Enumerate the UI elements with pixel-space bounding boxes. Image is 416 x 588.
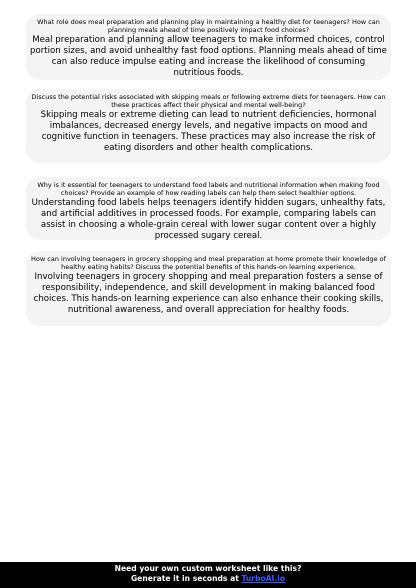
footer-subline-prefix: Generate it in seconds at	[130, 574, 242, 583]
footer-headline: Need your own custom worksheet like this?	[114, 564, 302, 573]
question-text: Why is it essential for teenagers to understand food labels and nutritional information when making food choices? Provide an example of how reading labels can help them select healthier options.	[37, 181, 380, 198]
footer-subline	[0, 574, 416, 584]
question-text: What role does meal preparation and planning play in maintaining a healthy diet for teenagers? How can planning meals ahead of time positively impact food choices?	[37, 18, 380, 35]
qa-card-2	[26, 89, 391, 163]
promo-footer	[0, 562, 416, 588]
answer-text: Understanding food labels helps teenagers identify hidden sugars, unhealthy fats, and artificial additives in processed foods. For example, comparing labels can assist in choosing a whole-grain cereal with lower sugar content over a highly processed sugary cereal.	[31, 197, 386, 242]
answer-text: Meal preparation and planning allow teenagers to make informed choices, control portion sizes, and avoid unhealthy fast food options. Planning meals ahead of time can also reduce impulse eating and increase the likelihood of consuming nutritious foods.	[30, 34, 387, 79]
question-text: Discuss the potential risks associated with skipping meals or following extreme diets for teenagers. How can these practices affect their physical and mental well-being?	[31, 93, 386, 110]
qa-card-4	[26, 251, 391, 326]
qa-card-3	[26, 177, 391, 240]
answer-text: Involving teenagers in grocery shopping and meal preparation fosters a sense of responsibility, independence, and skill development in making balanced food choices. This hands-on learning experience can also enhance their cooking skills, nutritional awareness, and overall appreciation for healthy foods.	[33, 271, 384, 316]
question-text: How can involving teenagers in grocery shopping and meal preparation at home promote their knowledge of healthy eating habits? Discuss the potential benefits of this hands-on learning experience.	[31, 255, 386, 272]
qa-card-1	[26, 14, 391, 80]
turboai-link[interactable]: TurboAI.io	[241, 574, 286, 583]
answer-text: Skipping meals or extreme dieting can lead to nutrient deficiencies, hormonal imbalances, decreased energy levels, and negative impacts on mood and cognitive function in teenagers. These practices may also increase the risk of eating disorders and other health complications.	[40, 109, 377, 154]
